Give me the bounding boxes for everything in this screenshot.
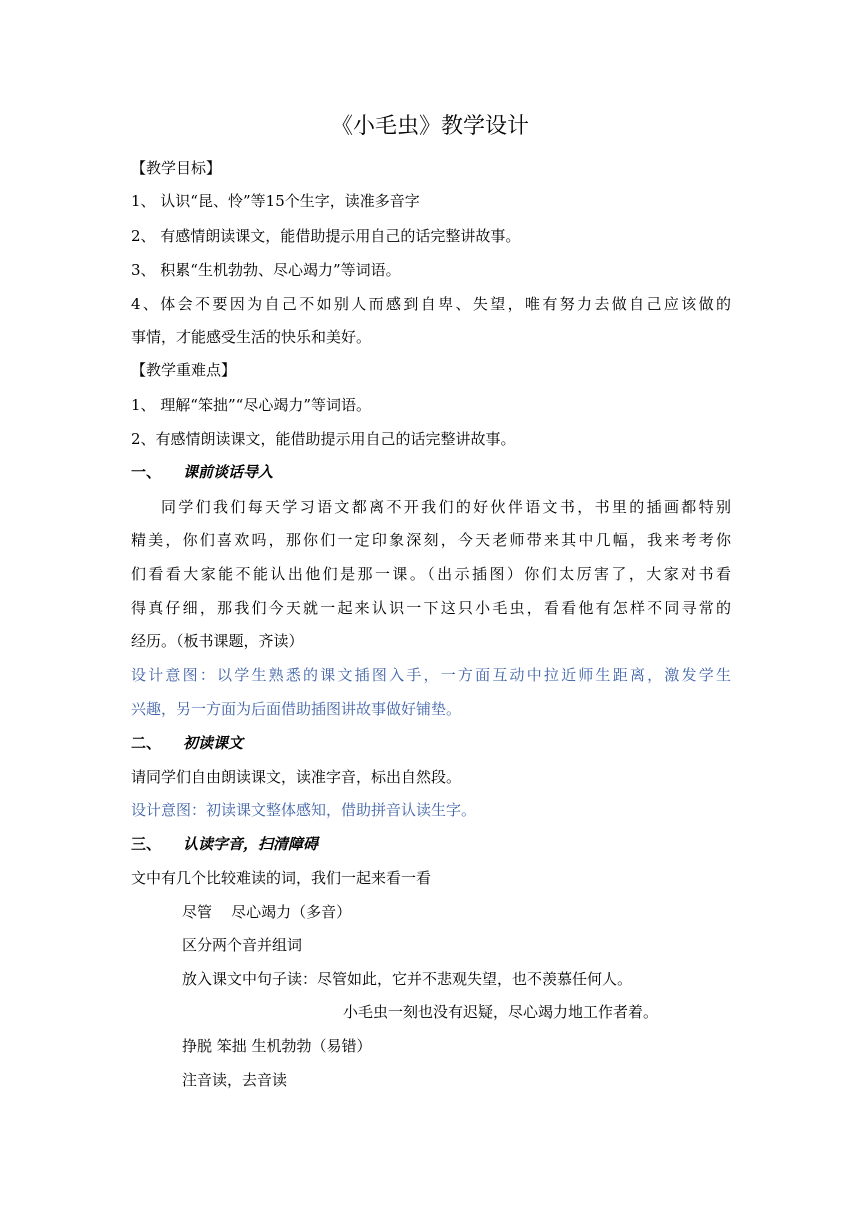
design-intent: 设计意图：以学生熟悉的课文插图入手，一方面互动中拉近师生距离，激发学生 — [131, 666, 731, 684]
paragraph-line: 请同学们自由朗读课文，读准字音，标出自然段。 — [131, 768, 462, 786]
section-heading — [131, 732, 243, 754]
difficulty-item: 2、有感情朗读课文，能借助提示用自己的话完整讲故事。 — [131, 430, 516, 448]
word-list-line: 小毛虫一刻也没有迟疑，尽心竭力地工作者着。 — [343, 1003, 659, 1021]
paragraph-line: 文中有几个比较难读的词，我们一起来看一看 — [131, 869, 432, 887]
section-title: 初读课文 — [183, 734, 244, 752]
paragraph-line: 同学们我们每天学习语文都离不开我们的好伙伴语文书，书里的插画都特别 — [161, 498, 731, 516]
goal-item: 2、 有感情朗读课文，能借助提示用自己的话完整讲故事。 — [131, 227, 521, 245]
goal-item: 4、体会不要因为自己不如别人而感到自卑、失望，唯有努力去做自己应该做的 — [131, 295, 731, 313]
section-number: 一、 — [131, 463, 162, 481]
goal-item: 1、 认识“昆、怜”等15个生字，读准多音字 — [131, 192, 420, 210]
design-intent: 设计意图：初读课文整体感知，借助拼音认读生字。 — [131, 801, 477, 819]
paragraph-line: 精美，你们喜欢吗，那你们一定印象深刻，今天老师带来其中几幅，我来考考你 — [131, 531, 731, 549]
word-list-line: 注音读，去音读 — [182, 1071, 288, 1089]
word-list-line: 挣脱 笨拙 生机勃勃（易错） — [182, 1037, 372, 1055]
goals-header: 【教学目标】 — [131, 159, 222, 177]
difficulty-item: 1、 理解“笨拙”“尽心竭力”等词语。 — [131, 396, 371, 414]
paragraph-line: 得真仔细，那我们今天就一起来认识一下这只小毛虫，看看他有怎样不同寻常的 — [131, 599, 731, 617]
section-heading — [131, 461, 273, 483]
section-number: 三、 — [131, 835, 162, 853]
goal-item: 3、 积累“生机勃勃、尽心竭力”等词语。 — [131, 261, 401, 279]
word-list-line: 尽管 尽心竭力（多音） — [182, 903, 352, 921]
document-title: 《小毛虫》教学设计 — [330, 114, 529, 139]
design-intent: 兴趣，另一方面为后面借助插图讲故事做好铺垫。 — [131, 700, 462, 718]
section-number: 二、 — [131, 734, 162, 752]
section-title: 认读字音，扫清障碍 — [183, 835, 319, 853]
section-title: 课前谈话导入 — [183, 463, 274, 481]
word-list-line: 区分两个音并组词 — [182, 936, 303, 954]
paragraph-line: 们看看大家能不能认出他们是那一课。（出示插图）你们太厉害了，大家对书看 — [131, 565, 731, 583]
word-list-line: 放入课文中句子读：尽管如此，它并不悲观失望，也不羡慕任何人。 — [182, 970, 633, 988]
section-heading — [131, 833, 318, 855]
paragraph-line: 经历。（板书课题，齐读） — [131, 632, 304, 650]
difficulties-header: 【教学重难点】 — [131, 361, 237, 379]
goal-item-continued: 事情，才能感受生活的快乐和美好。 — [131, 328, 372, 346]
